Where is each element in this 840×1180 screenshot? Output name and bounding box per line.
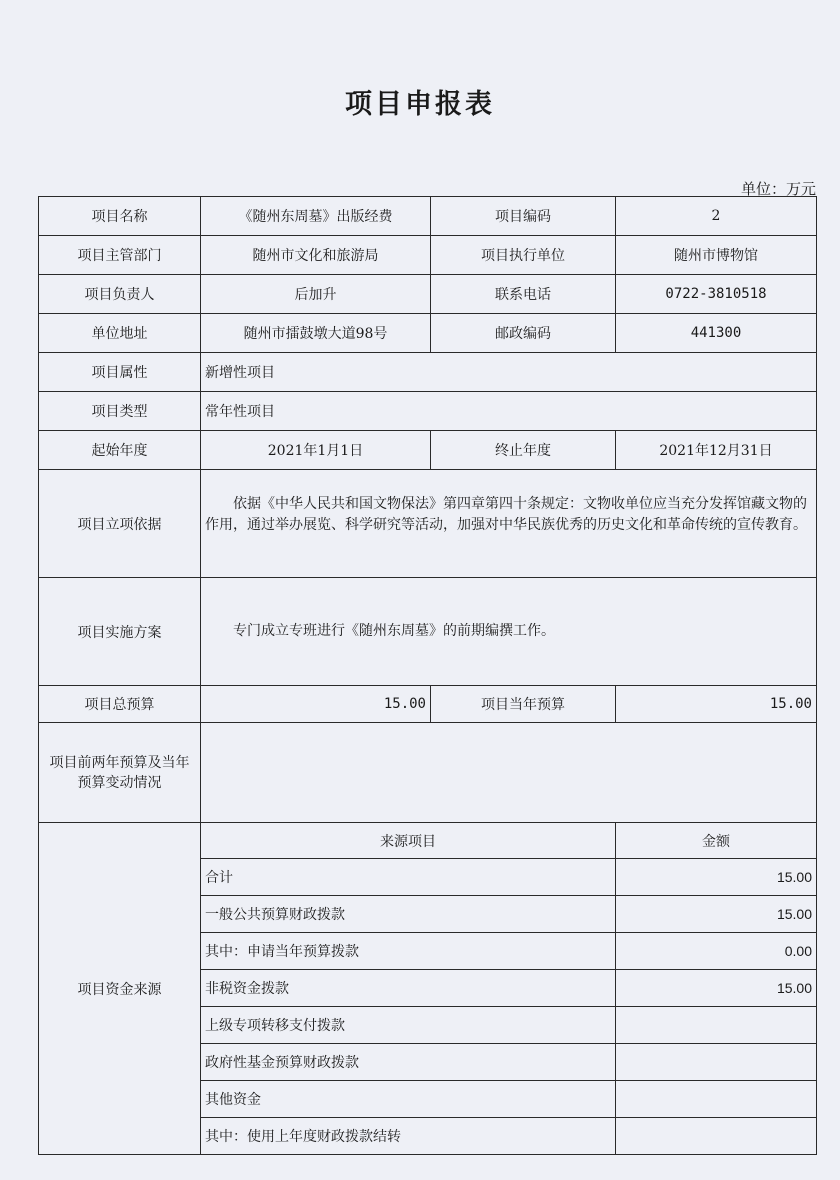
address-value: 随州市擂鼓墩大道98号 bbox=[201, 314, 431, 353]
basis-label: 项目立项依据 bbox=[39, 470, 201, 578]
plan-value: 专门成立专班进行《随州东周墓》的前期编撰工作。 bbox=[201, 578, 817, 686]
table-row bbox=[39, 353, 817, 392]
type-label: 项目类型 bbox=[39, 392, 201, 431]
table-row bbox=[39, 686, 817, 723]
table-row bbox=[39, 723, 817, 823]
table-row bbox=[39, 236, 817, 275]
leader-label: 项目负责人 bbox=[39, 275, 201, 314]
funding-item-name: 其中：使用上年度财政拨款结转 bbox=[201, 1118, 616, 1155]
end-year-label: 终止年度 bbox=[431, 431, 616, 470]
budget-change-label: 项目前两年预算及当年预算变动情况 bbox=[39, 723, 201, 823]
funding-source-label: 项目资金来源 bbox=[39, 823, 201, 1155]
start-year-label: 起始年度 bbox=[39, 431, 201, 470]
project-name-value: 《随州东周墓》出版经费 bbox=[201, 197, 431, 236]
table-row bbox=[39, 392, 817, 431]
table-row bbox=[39, 431, 817, 470]
page-title: 项目申报表 bbox=[345, 89, 495, 120]
zip-label: 邮政编码 bbox=[431, 314, 616, 353]
project-name-label: 项目名称 bbox=[39, 197, 201, 236]
funding-item-amount: 15.00 bbox=[616, 896, 817, 933]
funding-item-name: 上级专项转移支付拨款 bbox=[201, 1007, 616, 1044]
year-budget-value: 15.00 bbox=[616, 686, 817, 723]
funding-item-amount: 0.00 bbox=[616, 933, 817, 970]
funding-item-amount bbox=[616, 1007, 817, 1044]
basis-value: 依据《中华人民共和国文物保法》第四章第四十条规定：文物收单位应当充分发挥馆藏文物的作用，通过举办展览、科学研究等活动，加强对中华民族优秀的历史文化和革命传统的宣传教育。 bbox=[201, 470, 817, 578]
total-budget-value: 15.00 bbox=[201, 686, 431, 723]
table-row bbox=[39, 275, 817, 314]
exec-unit-value: 随州市博物馆 bbox=[616, 236, 817, 275]
funding-header-amount: 金额 bbox=[616, 823, 817, 859]
application-form-table bbox=[38, 196, 817, 1155]
table-row bbox=[39, 578, 817, 686]
table-row bbox=[39, 470, 817, 578]
attr-label: 项目属性 bbox=[39, 353, 201, 392]
funding-item-name: 其中：申请当年预算拨款 bbox=[201, 933, 616, 970]
funding-item-name: 其他资金 bbox=[201, 1081, 616, 1118]
plan-label: 项目实施方案 bbox=[39, 578, 201, 686]
funding-item-amount: 15.00 bbox=[616, 970, 817, 1007]
project-code-label: 项目编码 bbox=[431, 197, 616, 236]
zip-value: 441300 bbox=[616, 314, 817, 353]
dept-label: 项目主管部门 bbox=[39, 236, 201, 275]
dept-value: 随州市文化和旅游局 bbox=[201, 236, 431, 275]
table-row bbox=[39, 197, 817, 236]
funding-item-amount: 15.00 bbox=[616, 859, 817, 896]
funding-item-amount bbox=[616, 1081, 817, 1118]
end-year-value: 2021年12月31日 bbox=[616, 431, 817, 470]
total-budget-label: 项目总预算 bbox=[39, 686, 201, 723]
funding-header-source: 来源项目 bbox=[201, 823, 616, 859]
project-code-value: 2 bbox=[616, 197, 817, 236]
phone-value: 0722-3810518 bbox=[616, 275, 817, 314]
budget-change-value bbox=[201, 723, 817, 823]
attr-value: 新增性项目 bbox=[201, 353, 817, 392]
funding-item-name: 非税资金拨款 bbox=[201, 970, 616, 1007]
funding-item-amount bbox=[616, 1118, 817, 1155]
funding-item-name: 一般公共预算财政拨款 bbox=[201, 896, 616, 933]
phone-label: 联系电话 bbox=[431, 275, 616, 314]
funding-item-amount bbox=[616, 1044, 817, 1081]
address-label: 单位地址 bbox=[39, 314, 201, 353]
funding-item-name: 政府性基金预算财政拨款 bbox=[201, 1044, 616, 1081]
leader-value: 后加升 bbox=[201, 275, 431, 314]
exec-unit-label: 项目执行单位 bbox=[431, 236, 616, 275]
funding-item-name: 合计 bbox=[201, 859, 616, 896]
table-row bbox=[39, 314, 817, 353]
type-value: 常年性项目 bbox=[201, 392, 817, 431]
start-year-value: 2021年1月1日 bbox=[201, 431, 431, 470]
table-row bbox=[39, 823, 817, 859]
unit-label: 单位：万元 bbox=[740, 180, 816, 198]
year-budget-label: 项目当年预算 bbox=[431, 686, 616, 723]
